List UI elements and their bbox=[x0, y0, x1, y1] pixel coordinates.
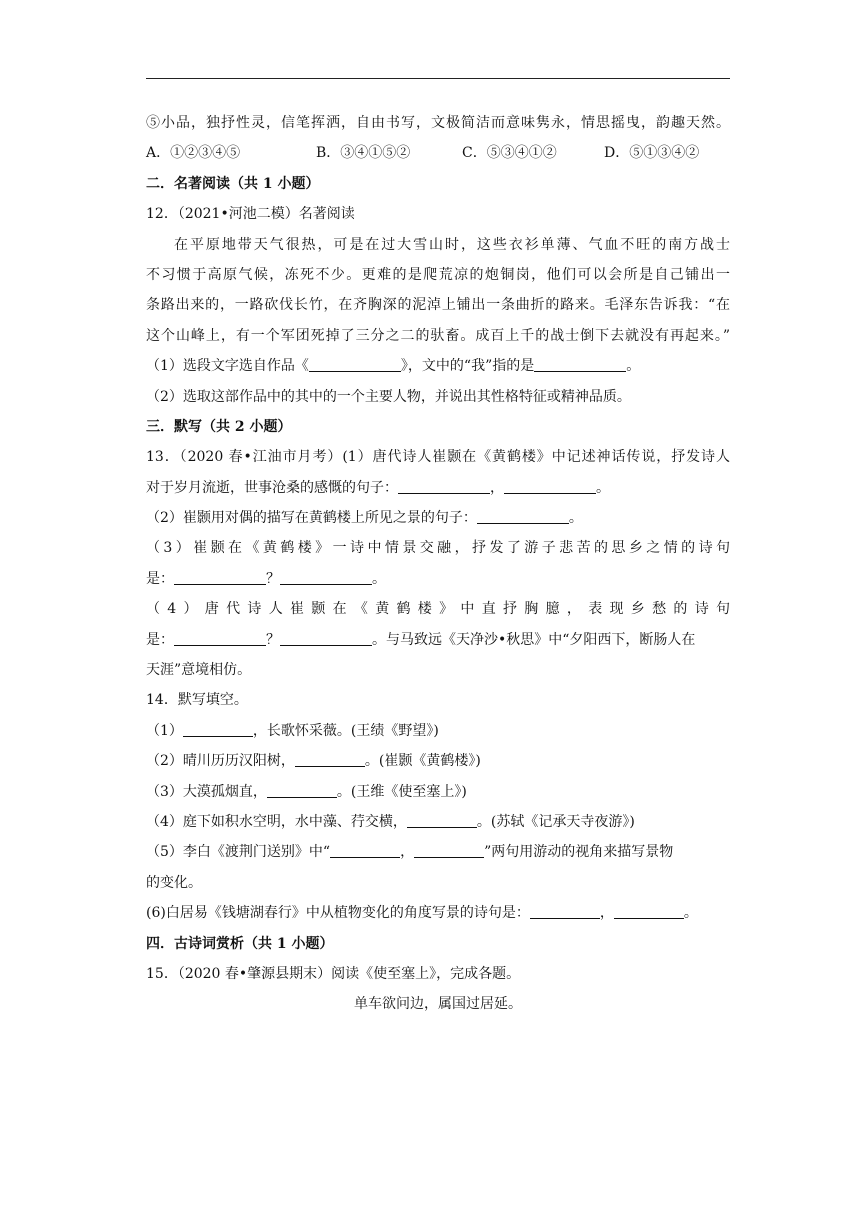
q14-sub5-line-2: 的变化。 bbox=[146, 874, 202, 891]
q14-sub6: (6)白居易《钱塘湖春行》中从植物变化的角度写景的诗句是： ， 。 bbox=[146, 905, 698, 922]
option-c: C．⑤③④①② bbox=[462, 145, 557, 162]
answer-blank[interactable] bbox=[280, 631, 372, 646]
section-heading-3: 三．默写（共 2 小题） bbox=[146, 418, 292, 435]
q14-sub1: （1） ，长歌怀采薇。(王绩《野望》) bbox=[146, 722, 439, 739]
q14-sub4: （4）庭下如积水空明，水中藻、荇交横， 。(苏轼《记承天寺夜游》) bbox=[146, 813, 635, 830]
q11-item5: ⑤小品，独抒性灵，信笔挥洒，自由书写，文极简洁而意味隽永，情思摇曳，韵趣天然。 bbox=[146, 115, 730, 131]
q13-sub4-line-2: 是： ？ 。与马致远《天净沙•秋思》中“夕阳西下，断肠人在 bbox=[146, 631, 696, 648]
q13-sub2: （2）崔颢用对偶的描写在黄鹤楼上所见之景的句子： 。 bbox=[146, 510, 583, 527]
answer-blank[interactable] bbox=[267, 783, 337, 798]
answer-blank[interactable] bbox=[183, 722, 253, 737]
q14-sub5: （5）李白《渡荆门送别》中“ ， ”两句用游动的视角来描写景物 bbox=[146, 844, 674, 861]
answer-blank[interactable] bbox=[414, 843, 484, 858]
q14-stem: 14．默写填空。 bbox=[146, 692, 248, 709]
answer-blank[interactable] bbox=[504, 479, 596, 494]
q13-line-2: 对于岁月流逝，世事沧桑的感慨的句子： ， 。 bbox=[146, 479, 610, 496]
q12-passage-line-2: 不习惯于高原气候，冻死不少。更难的是爬荒凉的炮铜岗，他们可以会所是自己铺出一 bbox=[146, 266, 730, 283]
q13-sub3-line-1: （3）崔颢在《黄鹤楼》一诗中情景交融，抒发了游子悲苦的思乡之情的诗句 bbox=[146, 540, 730, 557]
q12-passage-line-1: 在平原地带天气很热，可是在过大雪山时，这些衣衫单薄、气血不旺的南方战士 bbox=[174, 236, 730, 253]
answer-blank[interactable] bbox=[280, 570, 372, 585]
q15-stem: 15．（2020 春•肇源县期末）阅读《使至塞上》，完成各题。 bbox=[146, 965, 521, 982]
answer-blank[interactable] bbox=[295, 752, 365, 767]
answer-blank[interactable] bbox=[309, 357, 401, 372]
q12-passage-line-3: 条路出来的，一路砍伐长竹，在齐胸深的泥淖上铺出一条曲折的路来。毛泽东告诉我：“在 bbox=[146, 297, 730, 314]
answer-blank[interactable] bbox=[614, 904, 684, 919]
q13-sub4-line-1: （4）唐代诗人崔颢在《黄鹤楼》中直抒胸臆，表现乡愁的诗句 bbox=[146, 601, 730, 618]
answer-blank[interactable] bbox=[174, 631, 266, 646]
page-content bbox=[146, 108, 730, 1020]
answer-blank[interactable] bbox=[407, 813, 477, 828]
q14-sub2: （2）晴川历历汉阳树， 。(崔颢《黄鹤楼》) bbox=[146, 753, 481, 770]
option-a: A．①②③④⑤ bbox=[146, 145, 241, 162]
q14-sub3: （3）大漠孤烟直， 。(王维《使至塞上》) bbox=[146, 783, 467, 800]
q13-line-1: 13．（2020 春•江油市月考）(1）唐代诗人崔颢在《黄鹤楼》中记述神话传说，抒发诗人 bbox=[146, 449, 730, 466]
answer-blank[interactable] bbox=[330, 843, 400, 858]
answer-blank[interactable] bbox=[534, 357, 626, 372]
q12-passage-line-4: 这个山峰上，有一个军团死掉了三分之二的驮畜。成百上千的战士倒下去就没有再起来。” bbox=[146, 327, 730, 344]
answer-blank[interactable] bbox=[530, 904, 600, 919]
q12-sub2: （2）选取这部作品中的其中的一个主要人物，并说出其性格特征或精神品质。 bbox=[146, 388, 631, 405]
header-rule bbox=[146, 78, 730, 79]
q13-sub4-line-3: 天涯”意境相仿。 bbox=[146, 662, 252, 679]
section-heading-4: 四．古诗词赏析（共 1 小题） bbox=[146, 935, 334, 952]
option-d: D．⑤①③④② bbox=[604, 145, 700, 162]
answer-blank[interactable] bbox=[174, 570, 266, 585]
poem-line-1: 单车欲问边，属国过居延。 bbox=[354, 996, 522, 1013]
q13-sub3-line-2: 是： ？ 。 bbox=[146, 570, 386, 587]
answer-blank[interactable] bbox=[477, 509, 569, 524]
section-heading-2: 二．名著阅读（共 1 小题） bbox=[146, 175, 320, 192]
q12-sub1: （1）选段文字选自作品《 》，文中的“我”指的是 。 bbox=[146, 358, 641, 375]
q11-options bbox=[146, 138, 730, 168]
option-b: B．③④①⑤② bbox=[316, 145, 411, 162]
q12-stem: 12．（2021•河池二模）名著阅读 bbox=[146, 206, 355, 223]
answer-blank[interactable] bbox=[398, 479, 490, 494]
